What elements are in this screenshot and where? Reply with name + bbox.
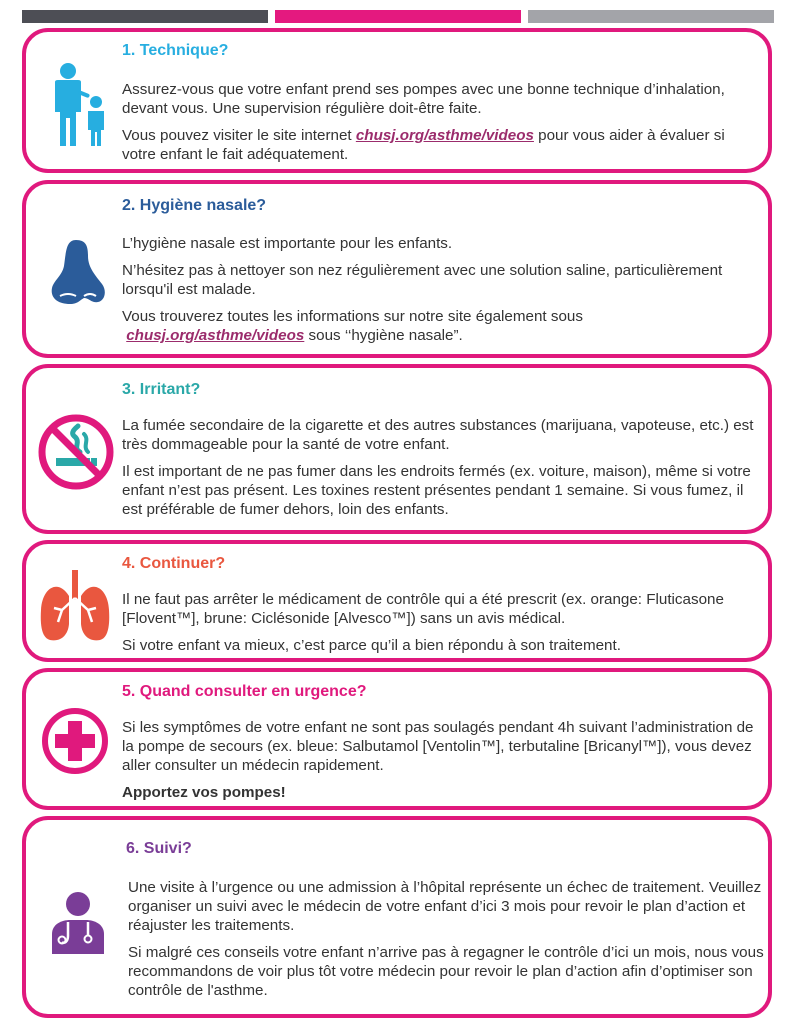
- text-span: pour vous aider à évaluer si votre enfant le fait adéquatement.: [122, 127, 725, 163]
- paragraph: Il ne faut pas arrêter le médicament de contrôle qui a été prescrit (ex. orange: Fluticasone [Flovent™], brune: Ciclésonide [Alvesco™]) sans un avis médical.: [122, 591, 724, 627]
- section-urgence: [22, 668, 772, 810]
- paragraph: Si malgré ces conseils votre enfant n’arrive pas à regagner le contrôle d’ici un mois, nous vous recommandons de voir plus tôt votre médecin pour revoir le plan d’action afin d’optimiser son contrôle de l'asthme.: [128, 944, 764, 999]
- paragraph: Une visite à l’urgence ou une admission à l’hôpital représente un échec de traitement. Veuillez organiser un suivi avec le médecin de votre enfant d’ici 3 mois pour revoir le plan d’action et réajuster les traitements.: [128, 879, 762, 934]
- top-bar-pink: [275, 10, 521, 23]
- paragraph: N’hésitez pas à nettoyer son nez régulièrement avec une solution saline, particulièrement lorsqu'il est malade.: [122, 262, 723, 298]
- section-body: [122, 80, 762, 172]
- paragraph: [122, 126, 762, 164]
- section-suivi: [22, 816, 772, 1018]
- paragraph: Apportez vos pompes!: [122, 784, 286, 801]
- section-body: [128, 878, 764, 1008]
- section-irritant: [22, 364, 772, 534]
- section-body: [122, 590, 768, 663]
- section-heading: 4. Continuer?: [122, 555, 226, 572]
- section-heading: 5. Quand consulter en urgence?: [122, 683, 367, 700]
- top-bar-grey: [528, 10, 774, 23]
- paragraph: Assurez-vous que votre enfant prend ses pompes avec une bonne technique d’inhalation, devant vous. Une supervision régulière doit-être faite.: [122, 81, 725, 117]
- paragraph: L’hygiène nasale est importante pour les enfants.: [122, 235, 453, 252]
- top-bar-dark: [22, 10, 268, 23]
- section-heading: 6. Suivi?: [126, 840, 192, 857]
- parent-child-icon: [48, 62, 108, 153]
- section-body: [122, 234, 762, 353]
- text-span: sous ‘‘hygiène nasale”.: [304, 327, 463, 344]
- section-heading: 1. Technique?: [122, 42, 229, 59]
- medical-cross-icon: [40, 706, 110, 781]
- videos-link[interactable]: chusj.org/asthme/videos: [355, 127, 534, 144]
- paragraph: Si les symptômes de votre enfant ne sont pas soulagés pendant 4h suivant l’administration de la pompe de secours (ex. bleue: Salbutamol [Ventolin™], terbutaline [Bricanyl™]), vous devez aller consulter un médecin rapidement.: [122, 719, 754, 774]
- nose-icon: [50, 238, 108, 311]
- paragraph: La fumée secondaire de la cigarette et des autres substances (marijuana, vapoteuse, etc.) est très dommageable pour la santé de votre enfant.: [122, 417, 754, 453]
- section-hygiene-nasale: [22, 180, 772, 358]
- paragraph: [122, 307, 762, 345]
- section-heading: 3. Irritant?: [122, 381, 201, 398]
- section-body: [122, 718, 762, 810]
- paragraph: Si votre enfant va mieux, c’est parce qu’il a bien répondu à son traitement.: [122, 637, 621, 654]
- section-technique: [22, 28, 772, 173]
- section-heading: 2. Hygiène nasale?: [122, 197, 267, 214]
- text-span: Vous trouverez toutes les informations sur notre site également sous: [122, 308, 583, 325]
- section-body: [122, 416, 762, 527]
- text-span: Vous pouvez visiter le site internet: [122, 127, 356, 144]
- doctor-icon: [46, 890, 110, 959]
- videos-link[interactable]: chusj.org/asthme/videos: [126, 327, 305, 344]
- lungs-icon: [38, 570, 112, 647]
- section-continuer: [22, 540, 772, 662]
- paragraph: Il est important de ne pas fumer dans les endroits fermés (ex. voiture, maison), même si votre enfant n’est pas présent. Les toxines restent présentes pendant 1 semaine. Si vous fumez, il est préférable de fumer dehors, loin des enfants.: [122, 463, 751, 518]
- no-smoking-icon: [36, 412, 116, 497]
